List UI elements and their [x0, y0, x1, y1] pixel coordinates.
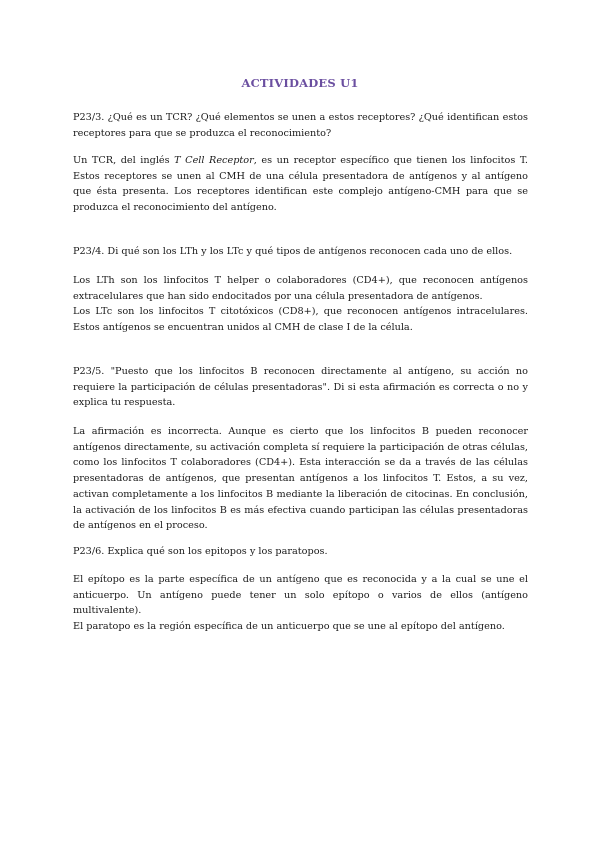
question-p23-5: P23/5. "Puesto que los linfocitos B reconocen directamente al antígeno, su acción no requiere la participación de células presentadoras". Di si esta afirmación es correcta o no y explica tu respuesta. [73, 366, 528, 409]
answer-paragraph-paratopo: El paratopo es la región específica de un anticuerpo que se une al epítopo del antígeno. [73, 621, 505, 633]
answer-text-start: Un TCR, del inglés [73, 155, 175, 166]
answer-text-end: , es un receptor específico que tienen los linfocitos T. Estos receptores se unen al CMH de una célula presentadora de antígenos y al antígeno que ésta presenta. Los receptores identifican este complejo antígeno-CMH para que se produzca el reconocimiento del antígeno. [73, 155, 528, 214]
answer-p23-6 [73, 572, 528, 635]
page-title: ACTIVIDADES U1 [241, 76, 359, 90]
question-p23-6: P23/6. Explica qué son los epitopos y los paratopos. [73, 546, 328, 557]
answer-p23-5: La afirmación es incorrecta. Aunque es cierto que los linfocitos B pueden reconocer antígenos directamente, su activación completa sí requiere la participación de otras células, como los linfocitos T colaboradores (CD4+). Esta interacción se da a través de las células presentadoras de antígenos, que presentan antígenos a los linfocitos T. Estos, a su vez, activan completamente a los linfocitos B mediante la liberación de citocinas. En conclusión, la activación de los linfocitos B es más efectiva cuando participan las células presentadoras de antígenos en el proceso. [73, 426, 528, 532]
answer-paragraph-lth: Los LTh son los linfocitos T helper o colaboradores (CD4+), que reconocen antígenos extracelulares que han sido endocitados por una célula presentadora de antígenos. [73, 275, 528, 302]
answer-paragraph-ltc: Los LTc son los linfocitos T citotóxicos (CD8+), que reconocen antígenos intracelulares. Estos antígenos se encuentran unidos al CMH de clase I de la célula. [73, 306, 528, 334]
answer-italic-term: T Cell Receptor [174, 155, 254, 166]
question-p23-4: P23/4. Di qué son los LTh y los LTc y qué tipos de antígenos reconocen cada uno de ellos. [73, 246, 513, 257]
answer-paragraph-epitopo: El epítopo es la parte específica de un antígeno que es reconocida y a la cual se une el anticuerpo. Un antígeno puede tener un solo epítopo o varios de ellos (antígeno multivalente). [73, 574, 528, 617]
answer-p23-3 [73, 153, 528, 216]
question-p23-3: P23/3. ¿Qué es un TCR? ¿Qué elementos se unen a estos receptores? ¿Qué identifican estos receptores para que se produzca el reconocimiento? [73, 112, 528, 139]
answer-p23-4 [73, 273, 528, 336]
